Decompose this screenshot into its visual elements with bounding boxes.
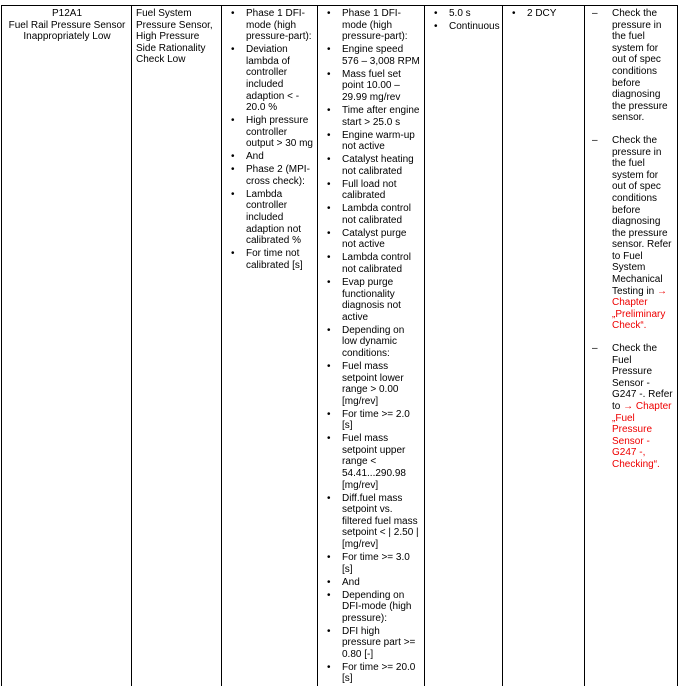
monitor-text: Fuel System Pressure Sensor, High Pressure Side Rationality Check Low — [136, 8, 218, 66]
list-item: • Depending on low dynamic conditions: — [322, 325, 421, 360]
list-item: • For time >= 20.0 [s] — [322, 662, 421, 685]
list-item: • Full load not calibrated — [322, 179, 421, 202]
strategy-list — [226, 8, 314, 271]
strategy-cell — [222, 6, 318, 686]
mil-cell — [503, 6, 585, 686]
action-item-2 — [589, 135, 674, 332]
list-item: • Phase 2 (MPI-cross check): — [226, 164, 314, 187]
list-item: • Catalyst heating not calibrated — [322, 154, 421, 177]
action-text: Check the pressure in the fuel system for out of spec conditions before diagnosing the pressure sensor. Refer to Fuel System Mechanical Testing in — [612, 135, 671, 297]
table-row — [2, 6, 678, 686]
list-item: • Lambda control not calibrated — [322, 203, 421, 226]
list-item: • For time >= 3.0 [s] — [322, 552, 421, 575]
list-item: • High pressure controller output > 30 mg — [226, 115, 314, 150]
list-item: • Evap purge functionality diagnosis not active — [322, 277, 421, 323]
action-item-3 — [589, 343, 674, 471]
list-item: • 5.0 s — [429, 8, 499, 20]
list-item: • For time >= 2.0 [s] — [322, 409, 421, 432]
chapter-link-fuel-pressure-sensor[interactable]: Chapter „Fuel Pressure Sensor -G247 -, Checking“. — [612, 401, 671, 470]
mil-list — [507, 8, 581, 20]
action-list — [589, 8, 674, 471]
list-item: • Deviation lambda of controller included adaption < - 20.0 % — [226, 44, 314, 114]
list-item: • Phase 1 DFI-mode (high pressure-part): — [226, 8, 314, 43]
dtc-code-cell — [2, 6, 132, 686]
dtc-description: Fuel Rail Pressure Sensor Inappropriately Low — [6, 20, 128, 43]
list-item: • Diff.fuel mass setpoint vs. filtered fuel mass setpoint < | 2.50 | [mg/rev] — [322, 493, 421, 551]
list-item: • Mass fuel set point 10.00 – 29.99 mg/rev — [322, 69, 421, 104]
list-item: • Continuous — [429, 21, 499, 33]
arrow-right-icon: → — [623, 401, 633, 412]
action-text: Check the pressure in the fuel system for out of spec conditions before diagnosing the pressure sensor. — [612, 8, 668, 123]
list-item: • And — [226, 151, 314, 163]
chapter-link-preliminary-check[interactable]: Chapter „Preliminary Check“. — [612, 297, 665, 331]
list-item: • Engine speed 576 – 3,008 RPM — [322, 44, 421, 67]
conditions-list — [322, 8, 421, 685]
list-item: • For time not calibrated [s] — [226, 248, 314, 271]
list-item: • Fuel mass setpoint upper range < 54.41...290.98 [mg/rev] — [322, 433, 421, 491]
list-item: • DFI high pressure part >= 0.80 [-] — [322, 626, 421, 661]
dtc-code: P12A1 — [6, 8, 128, 20]
list-item: • 2 DCY — [507, 8, 581, 20]
list-item: • Lambda control not calibrated — [322, 252, 421, 275]
time-list — [429, 8, 499, 33]
monitor-cell — [132, 6, 222, 686]
action-item-1 — [589, 8, 674, 124]
list-item: • Fuel mass setpoint lower range > 0.00 [mg/rev] — [322, 361, 421, 407]
list-item: • Catalyst purge not active — [322, 228, 421, 251]
list-item: • Depending on DFI-mode (high pressure): — [322, 590, 421, 625]
time-cell — [425, 6, 503, 686]
arrow-right-icon: → — [657, 286, 667, 297]
list-item: • Time after engine start > 25.0 s — [322, 105, 421, 128]
dtc-table — [1, 5, 678, 686]
conditions-cell — [318, 6, 425, 686]
action-cell — [585, 6, 678, 686]
list-item: • Engine warm-up not active — [322, 130, 421, 153]
list-item: • And — [322, 577, 421, 589]
action-text: Check the Fuel Pressure Sensor -G247 -. Refer to — [612, 343, 673, 412]
list-item: • Phase 1 DFI-mode (high pressure-part): — [322, 8, 421, 43]
list-item: • Lambda controller included adaption not calibrated % — [226, 189, 314, 247]
